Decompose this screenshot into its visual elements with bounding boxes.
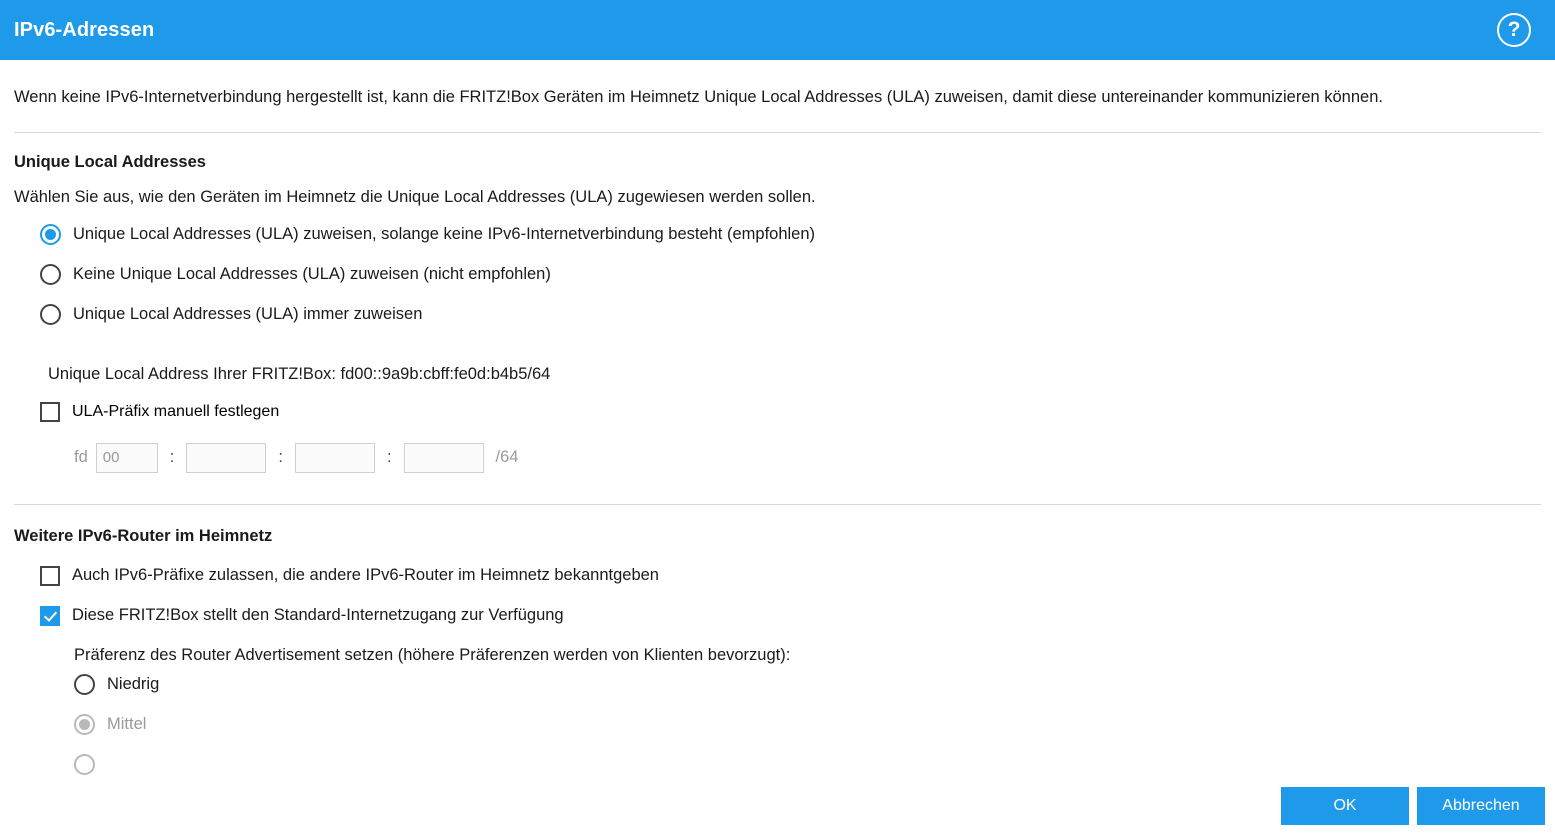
ula-manual-prefix-label: ULA-Präfix manuell festlegen <box>72 402 280 420</box>
cancel-button[interactable]: Abbrechen <box>1417 787 1545 825</box>
radio-icon[interactable] <box>74 754 95 775</box>
checkbox-icon[interactable] <box>40 606 60 626</box>
standard-internet-access-row[interactable] <box>14 596 1541 636</box>
ula-option-none-label: Keine Unique Local Addresses (ULA) zuweisen (nicht empfohlen) <box>73 265 551 284</box>
prefix-separator: : <box>169 448 175 467</box>
preference-option-low-label: Niedrig <box>107 675 160 694</box>
preference-option-medium[interactable] <box>48 705 1541 745</box>
dialog-body <box>0 60 1555 835</box>
allow-other-prefixes-label: Auch IPv6-Präfixe zulassen, die andere IPv6-Router im Heimnetz bekanntgeben <box>72 566 659 585</box>
allow-other-prefixes-row[interactable] <box>14 556 1541 596</box>
prefix-fd-label: fd <box>74 448 88 467</box>
prefix-field-4[interactable] <box>404 443 484 473</box>
radio-icon[interactable] <box>40 264 61 285</box>
radio-icon[interactable] <box>74 714 95 735</box>
ula-current-address: Unique Local Address Ihrer FRITZ!Box: fd00::9a9b:cbff:fe0d:b4b5/64 <box>48 364 551 383</box>
prefix-separator: : <box>386 448 392 467</box>
router-advertisement-preference-label: Präferenz des Router Advertisement setzen (höhere Präferenzen werden von Klienten bevorzugt): <box>74 645 791 664</box>
ula-option-while-no-ipv6-label: Unique Local Addresses (ULA) zuweisen, solange keine IPv6-Internetverbindung besteht (empfohlen) <box>73 225 816 244</box>
intro-text: Wenn keine IPv6-Internetverbindung hergestellt ist, kann die FRITZ!Box Geräten im Heimnetz Unique Local Addresses (ULA) zuweisen, damit diese untereinander kommunizieren können. <box>14 88 1383 106</box>
ok-button[interactable]: OK <box>1281 787 1409 825</box>
radio-icon[interactable] <box>40 304 61 325</box>
prefix-field-1[interactable] <box>96 443 158 473</box>
radio-icon[interactable] <box>40 224 61 245</box>
ula-prefix-fields <box>74 440 1541 476</box>
divider-middle <box>14 504 1541 505</box>
dialog-titlebar <box>0 0 1555 60</box>
preference-option-partial[interactable] <box>48 745 1541 785</box>
router-section-title: Weitere IPv6-Router im Heimnetz <box>14 526 273 545</box>
dialog-title: IPv6-Adressen <box>14 18 155 41</box>
ula-section-title: Unique Local Addresses <box>14 152 206 171</box>
prefix-suffix-label: /64 <box>495 448 519 467</box>
spacer <box>14 476 1541 504</box>
ula-option-none[interactable] <box>14 255 1541 295</box>
prefix-separator: : <box>278 448 283 467</box>
standard-internet-access-label: Diese FRITZ!Box stellt den Standard-Internetzugang zur Verfügung <box>72 606 564 625</box>
ula-manual-prefix-row[interactable] <box>14 392 1541 432</box>
prefix-field-3[interactable] <box>295 443 375 473</box>
checkbox-icon[interactable] <box>40 402 60 422</box>
radio-icon[interactable] <box>74 674 95 695</box>
ula-section-description: Wählen Sie aus, wie den Geräten im Heimnetz die Unique Local Addresses (ULA) zugewiesen werden sollen. <box>14 187 816 206</box>
preference-option-medium-label: Mittel <box>107 715 147 734</box>
ula-option-always-label: Unique Local Addresses (ULA) immer zuweisen <box>73 305 423 324</box>
help-circle-icon[interactable]: ? <box>1497 13 1531 47</box>
dialog-footer <box>1281 787 1545 825</box>
preference-option-low[interactable] <box>48 665 1541 705</box>
ula-option-while-no-ipv6[interactable] <box>14 215 1541 255</box>
divider-top <box>14 132 1541 133</box>
prefix-field-2[interactable] <box>186 443 266 473</box>
ula-option-always[interactable] <box>14 295 1541 335</box>
checkbox-icon[interactable] <box>40 566 60 586</box>
